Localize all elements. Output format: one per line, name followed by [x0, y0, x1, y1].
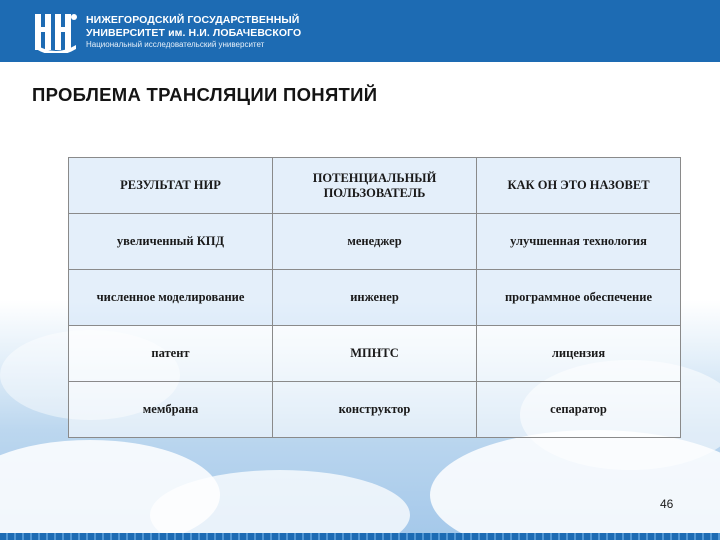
concept-table	[68, 157, 681, 438]
page-number: 46	[660, 497, 674, 511]
table-header-row	[69, 158, 681, 214]
background-cloud	[430, 430, 720, 560]
university-name-line2: УНИВЕРСИТЕТ им. Н.И. ЛОБАЧЕВСКОГО	[86, 26, 302, 39]
slide-title: ПРОБЛЕМА ТРАНСЛЯЦИИ ПОНЯТИЙ	[32, 84, 378, 105]
table-cell: увеличенный КПД	[69, 214, 273, 270]
table-cell: программное обеспечение	[477, 270, 681, 326]
table-cell: лицензия	[477, 326, 681, 382]
university-name-line1: НИЖЕГОРОДСКИЙ ГОСУДАРСТВЕННЫЙ	[86, 14, 300, 26]
university-name	[86, 14, 301, 51]
table-cell: мембрана	[69, 382, 273, 438]
footer-bar	[0, 533, 720, 540]
university-subtitle: Национальный исследовательский университет	[86, 40, 265, 49]
table-cell: численное моделирование	[69, 270, 273, 326]
table-cell: патент	[69, 326, 273, 382]
table-row	[69, 270, 681, 326]
table-cell: инженер	[273, 270, 477, 326]
table-cell: улучшенная технология	[477, 214, 681, 270]
header-cell-user: ПОТЕНЦИАЛЬНЫЙ ПОЛЬЗОВАТЕЛЬ	[273, 158, 477, 214]
table-row	[69, 214, 681, 270]
table-cell: менеджер	[273, 214, 477, 270]
table-cell: конструктор	[273, 382, 477, 438]
table-row	[69, 382, 681, 438]
header-cell-naming: КАК ОН ЭТО НАЗОВЕТ	[477, 158, 681, 214]
background-cloud	[150, 470, 410, 560]
table-cell: сепаратор	[477, 382, 681, 438]
header-cell-result: РЕЗУЛЬТАТ НИР	[69, 158, 273, 214]
table-cell: МПНТС	[273, 326, 477, 382]
university-logo-icon	[34, 11, 78, 53]
university-header	[0, 0, 720, 62]
table-row	[69, 326, 681, 382]
